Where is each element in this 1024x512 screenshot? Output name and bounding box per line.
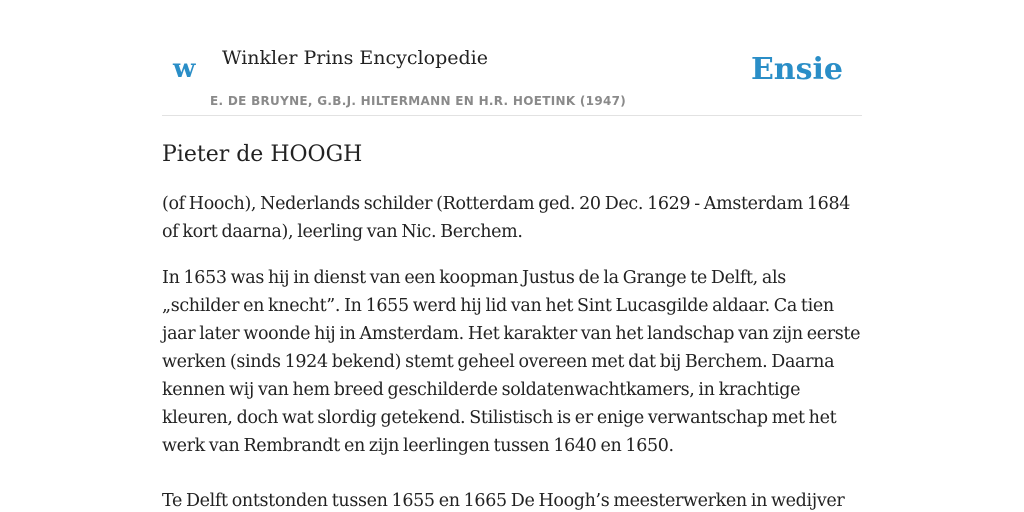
ensie-logo-link[interactable]: Ensie xyxy=(750,52,843,87)
article-paragraph-biography: In 1653 was hij in dienst van een koopman Justus de la Grange te Delft, als „schilder en knecht”. In 1655 werd hij lid van het Sint Lucasgilde aldaar. Ca tien jaar later woonde hij in Amsterdam. Het karakter van het landschap van zijn eerste werken (sinds 1924 bekend) stemt geheel overeen met dat bij Berchem. Daarna kennen wij van hem breed geschilderde soldatenwachtkamers, in krachtige kleuren, doch wat slordig getekend. Stilistisch is er enige verwantschap met het werk van Rembrandt en zijn leerlingen tussen 1640 en 1650. xyxy=(162,268,861,456)
article-title: Pieter de HOOGH xyxy=(162,142,363,167)
source-authors: E. DE BRUYNE, G.B.J. HILTERMANN EN H.R. HOETINK (1947) xyxy=(210,94,627,108)
source-title-link[interactable]: Winkler Prins Encyclopedie xyxy=(222,47,488,69)
article-paragraph-delft: Te Delft ontstonden tussen 1655 en 1665 De Hoogh’s meesterwerken in wedijver xyxy=(162,491,845,511)
source-logo-icon[interactable]: w xyxy=(173,54,196,84)
source-header xyxy=(162,0,862,116)
article-body xyxy=(162,138,862,512)
article-paragraph-intro: (of Hooch), Nederlands schilder (Rotterdam ged. 20 Dec. 1629 - Amsterdam 1684 of kort daarna), leerling van Nic. Berchem. xyxy=(162,194,851,242)
